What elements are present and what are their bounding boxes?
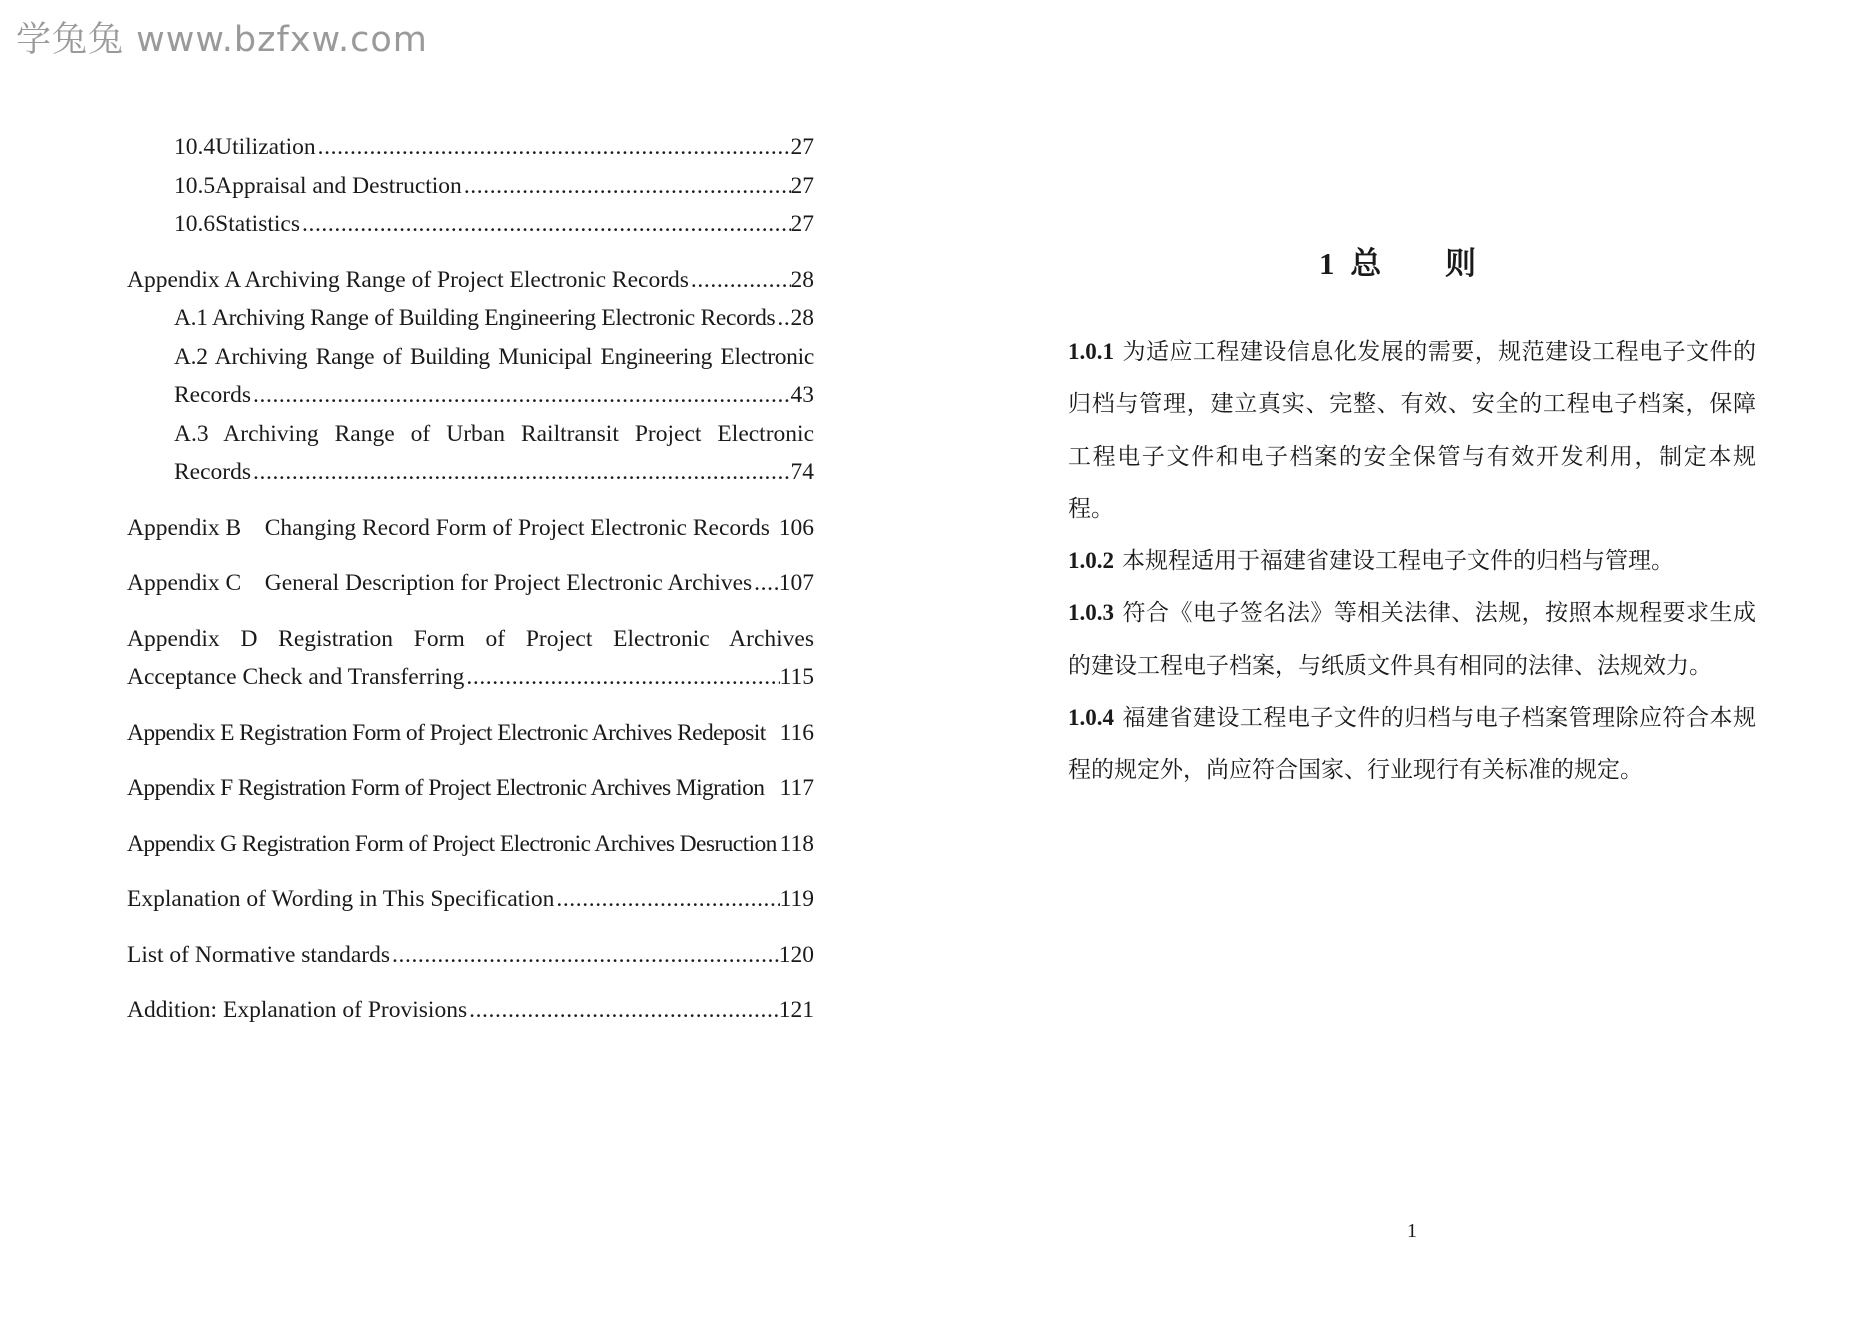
toc-entry-page: 118	[779, 830, 814, 857]
clause	[1068, 587, 1756, 692]
toc-entry-title: A.1 Archiving Range of Building Engineering Electronic Records	[174, 305, 776, 331]
toc-entry-appendix-f	[127, 769, 814, 808]
toc-entry-page: 28	[790, 305, 814, 331]
toc-entry-page: 74	[790, 459, 814, 485]
chapter-number: 1	[1319, 246, 1339, 281]
toc-entry-appendix-g	[127, 825, 814, 864]
toc-entry-appendix-c	[127, 564, 814, 603]
toc-leader-dots	[251, 376, 790, 415]
toc-entry-title: Appendix A Archiving Range of Project Electronic Records	[127, 266, 689, 293]
toc-entry-title: Appraisal and Destruction	[215, 172, 462, 199]
clause-text: 福建省建设工程电子文件的归档与电子档案管理除应符合本规程的规定外，尚应符合国家、行业现行有关标准的规定。	[1068, 705, 1756, 783]
toc-entry-continuation	[174, 376, 814, 415]
clause-text: 为适应工程建设信息化发展的需要，规范建设工程电子文件的归档与管理，建立真实、完整、有效、安全的工程电子档案，保障工程电子文件和电子档案的安全保管与有效开发利用，制定本规程。	[1068, 339, 1756, 521]
toc-leader-dots	[251, 453, 790, 492]
toc-entry-page: 27	[790, 172, 814, 199]
toc-entry-10-6	[127, 205, 814, 244]
toc-entry-page: 107	[778, 570, 814, 596]
toc-entry-number: 10.6	[174, 211, 216, 237]
toc-entry-page: 121	[778, 997, 814, 1023]
toc-leader-dots	[464, 658, 779, 697]
toc-entry-title: A.3 Archiving Range of Urban Railtransit Project Electronic	[174, 420, 814, 447]
toc-entry-title: Appendix B Changing Record Form of Project Electronic Records	[127, 514, 770, 541]
toc-entry-title: Appendix D Registration Form of Project Electronic Archives	[127, 625, 814, 652]
toc-entry-number: 10.4	[174, 134, 216, 160]
toc-entry-page: 120	[778, 941, 814, 968]
toc-entry-a2	[127, 338, 814, 415]
toc-entry-number: 10.5	[174, 172, 216, 199]
toc-entry-a3	[127, 415, 814, 492]
toc-entry-page: 27	[790, 134, 814, 160]
toc-entry-title-cont: Records	[174, 459, 252, 485]
toc-leader-dots	[390, 936, 779, 975]
clause-number: 1.0.3	[1068, 600, 1114, 626]
toc-entry-page: 115	[779, 664, 814, 690]
toc-entry-explanation-of-wording	[127, 880, 814, 919]
toc-entry-page: 117	[779, 775, 814, 801]
table-of-contents	[127, 128, 814, 1030]
toc-entry-title: Utilization	[215, 134, 316, 160]
toc-leader-dots	[467, 991, 779, 1030]
toc-entry-page: 43	[790, 382, 814, 408]
clause	[1068, 326, 1756, 535]
chapter-heading	[1069, 238, 1754, 283]
clause	[1068, 692, 1756, 797]
toc-entry-appendix-b	[127, 509, 814, 548]
toc-leader-dots	[775, 299, 790, 338]
toc-entry-title: List of Normative standards	[127, 941, 391, 968]
toc-entry-appendix-a	[127, 261, 814, 300]
toc-entry-page: 106	[778, 514, 814, 541]
clause-text: 符合《电子签名法》等相关法律、法规，按照本规程要求生成的建设工程电子档案，与纸质文件具有相同的法律、法规效力。	[1068, 600, 1756, 678]
toc-entry-10-5	[127, 167, 814, 206]
toc-entry-title: Appendix G Registration Form of Project Electronic Archives Desruction	[127, 830, 777, 857]
toc-entry-explanation-of-provisions	[127, 991, 814, 1030]
toc-leader-dots	[316, 128, 791, 167]
toc-entry-title: Appendix C General Description for Project Electronic Archives	[127, 570, 753, 596]
toc-entry-title-cont: Records	[174, 382, 252, 408]
toc-entry-page: 119	[779, 886, 814, 912]
toc-entry-title: Explanation of Wording in This Specification	[127, 886, 555, 912]
toc-entry-title: A.2 Archiving Range of Building Municipal Engineering Electronic	[174, 343, 814, 370]
toc-entry-title-cont: Acceptance Check and Transferring	[127, 664, 465, 690]
toc-entry-page: 27	[790, 211, 814, 237]
toc-entry-page: 28	[790, 266, 814, 293]
toc-entry-a1	[127, 299, 814, 338]
toc-entry-title: Statistics	[215, 211, 300, 237]
toc-entry-appendix-d	[127, 620, 814, 697]
page-number: 1	[1407, 1220, 1417, 1242]
toc-entry-title: Appendix E Registration Form of Project Electronic Archives Redeposit	[127, 719, 766, 746]
toc-leader-dots	[752, 564, 779, 603]
clause-text: 本规程适用于福建省建设工程电子文件的归档与管理。	[1122, 548, 1674, 574]
toc-entry-page: 116	[779, 719, 814, 746]
clause-list	[1068, 326, 1756, 797]
chapter-title: 总 则	[1350, 246, 1504, 281]
toc-leader-dots	[300, 205, 791, 244]
toc-entry-10-4	[127, 128, 814, 167]
toc-entry-appendix-e	[127, 714, 814, 753]
watermark: 学兔兔 www.bzfxw.com	[16, 20, 428, 60]
clause	[1068, 535, 1756, 587]
toc-entry-continuation	[127, 658, 814, 697]
toc-entry-continuation	[174, 453, 814, 492]
clause-number: 1.0.4	[1068, 705, 1114, 731]
toc-leader-dots	[462, 167, 791, 206]
toc-entry-normative-standards	[127, 936, 814, 975]
toc-entry-title: Appendix F Registration Form of Project Electronic Archives Migration	[127, 775, 765, 801]
toc-leader-dots	[689, 261, 791, 300]
toc-entry-title: Addition: Explanation of Provisions	[127, 997, 468, 1023]
clause-number: 1.0.2	[1068, 548, 1114, 574]
toc-leader-dots	[554, 880, 779, 919]
clause-number: 1.0.1	[1068, 339, 1114, 364]
